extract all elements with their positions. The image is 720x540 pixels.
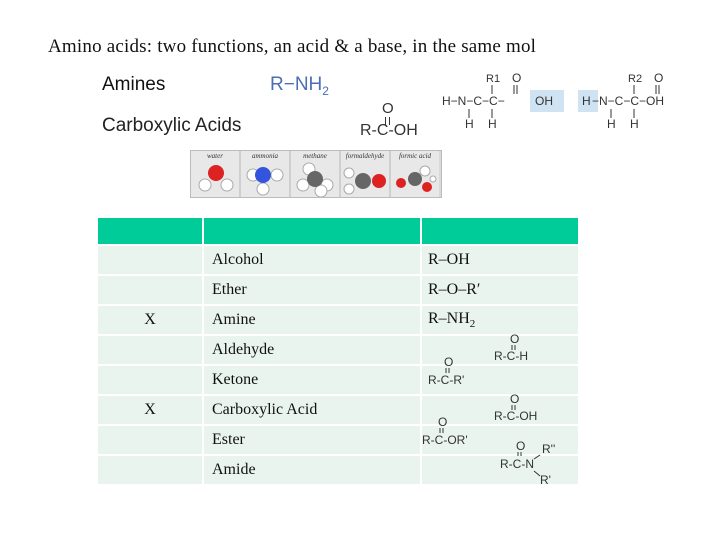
aa1-h-c: H [488,117,497,131]
ammonia-model [241,151,291,197]
mark-cell [97,455,203,485]
header-cell [97,217,203,245]
r2-label: R2 [628,73,643,85]
carboxylic-formula: R-C-OH [494,409,538,423]
aa2-h-n: H [607,117,616,131]
aa1-backbone: H−N−C−C− [442,94,505,108]
amide-oxygen: O [516,439,526,453]
aldehyde-formula: R-C-H [494,349,528,363]
mark-cell [97,275,203,305]
table-row [97,245,579,275]
group-formula: R–O–R′ [421,275,579,305]
formic-acid-caption: formic acid [398,152,432,160]
carbonyl-oxygen: O [382,100,394,117]
group-name: Ketone [203,365,421,395]
aldehyde-oxygen: O [510,332,520,346]
group-name: Amine [203,305,421,335]
mark-cell [97,245,203,275]
group-name: Alcohol [203,245,421,275]
formaldehyde-caption: formaldehyde [345,152,385,160]
mark-cell [97,335,203,365]
header-cell [203,217,421,245]
amino-acid-structure-1 [440,70,568,132]
amine-general-formula [270,74,329,98]
amino-acid-structure-2 [578,70,708,132]
group-name: Amide [203,455,421,485]
carboxylic-general-formula [360,100,440,142]
aa1-oh: OH [535,94,553,108]
mark-cell [97,425,203,455]
aa1-oxygen: O [512,71,522,85]
table-header-row [97,217,579,245]
aa2-h: H [582,94,591,108]
formaldehyde-model [341,151,391,197]
water-model [191,151,241,197]
slide-title: Amino acids: two functions, an acid & a base, in the same mol [48,36,537,57]
amide-formula: R-C-N [500,457,534,471]
amine-formula-text: R−NH [270,74,323,95]
amine-formula-subscript: 2 [322,83,329,98]
ketone-formula: R-C-R' [428,373,465,387]
group-name: Carboxylic Acid [203,395,421,425]
carboxylic-formula-text: R-C-OH [360,122,418,139]
group-name: Aldehyde [203,335,421,365]
methane-model [291,151,341,197]
ammonia-caption: ammonia [251,152,279,160]
group-formula: R–OH [421,245,579,275]
water-caption: water [207,152,223,160]
molecule-models-image [190,150,442,198]
amine-row-formula: R–NH [428,309,470,327]
carboxylic-acids-label: Carboxylic Acids [102,115,242,136]
aa2-oxygen: O [654,71,664,85]
methane-caption: methane [303,152,327,160]
group-name: Ester [203,425,421,455]
amine-row-subscript: 2 [469,318,476,331]
aa2-h-c: H [630,117,639,131]
ester-formula: R-C-OR' [422,433,468,447]
amide-r-prime: R' [540,473,551,487]
mark-cell [97,365,203,395]
aa2-backbone: −N−C−C−OH [592,94,665,108]
ketone-oxygen: O [444,355,454,369]
amines-label: Amines [100,74,169,96]
aa1-h-n: H [465,117,474,131]
mark-cell: X [97,305,203,335]
ester-oxygen: O [438,415,448,429]
formic-acid-model [391,151,439,197]
r1-label: R1 [486,73,501,85]
structural-formulas-drawing [416,328,576,488]
group-name: Ether [203,275,421,305]
mark-cell: X [97,395,203,425]
table-row [97,275,579,305]
header-cell [421,217,579,245]
carboxylic-oxygen: O [510,392,520,406]
amide-r-double-prime: R'' [542,442,556,456]
